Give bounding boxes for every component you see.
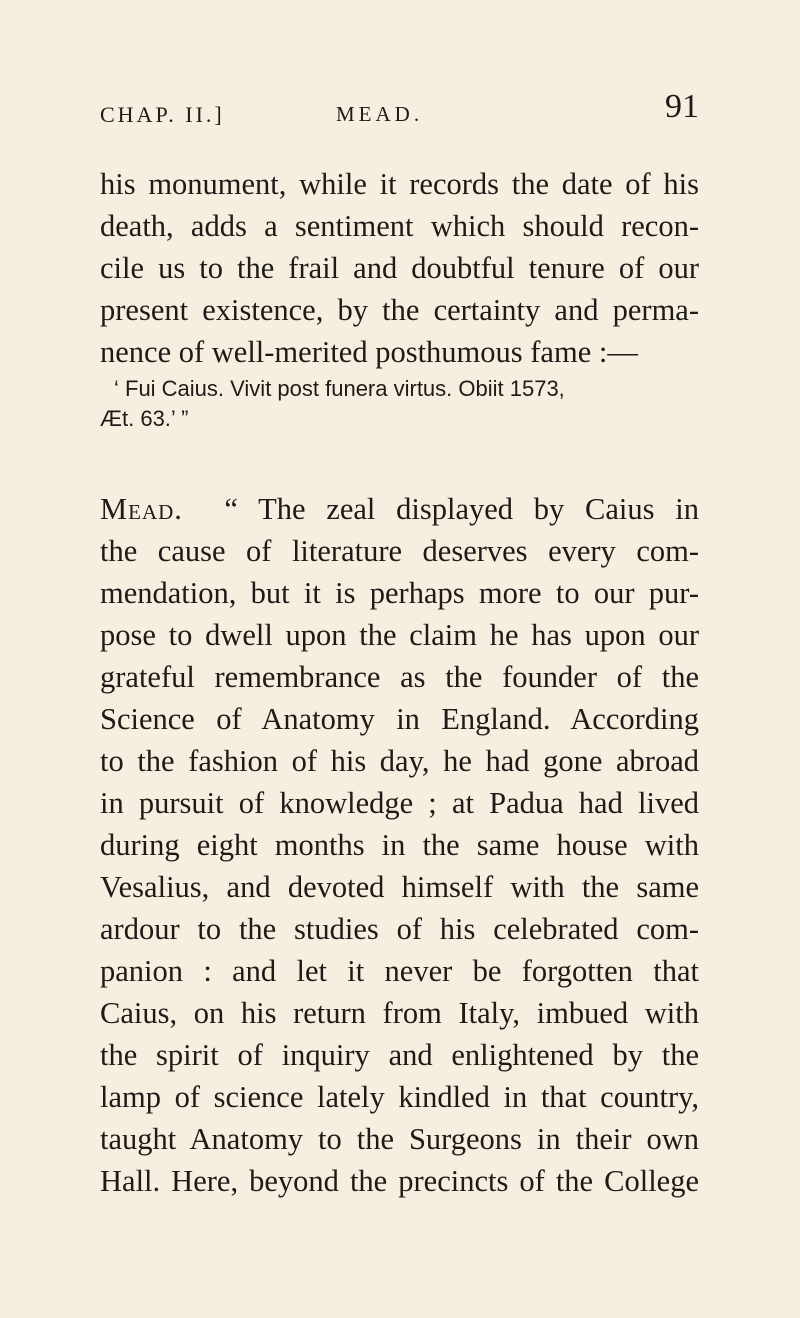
text-line: the spirit of inquiry and enlightened by the xyxy=(100,1038,699,1072)
page-number: 91 xyxy=(665,88,699,125)
inscription-line: Æt. 63.’ ” xyxy=(100,406,189,431)
text-line: pose to dwell upon the claim he has upon our xyxy=(100,618,699,652)
chapter-label: CHAP. II.] xyxy=(100,102,225,127)
text-line: taught Anatomy to the Surgeons in their own xyxy=(100,1122,699,1156)
text-line xyxy=(100,489,699,529)
text-line: grateful remembrance as the founder of the xyxy=(100,660,699,694)
text-line: nence of well-merited posthumous fame :— xyxy=(100,335,638,369)
text-line: his monument, while it records the date of his xyxy=(100,167,699,201)
text-line: during eight months in the same house with xyxy=(100,828,699,862)
inscription-line: ‘ Fui Caius. Vivit post funera virtus. Obiit 1573, xyxy=(114,376,565,401)
text-line: mendation, but it is perhaps more to our pur- xyxy=(100,576,699,610)
text-line: ardour to the studies of his celebrated com- xyxy=(100,912,699,946)
text-line: present existence, by the certainty and perma- xyxy=(100,293,699,327)
text-line: the cause of literature deserves every com- xyxy=(100,534,699,568)
text-line: to the fashion of his day, he had gone abroad xyxy=(100,744,699,778)
text-line: Science of Anatomy in England. According xyxy=(100,702,699,736)
text-line: death, adds a sentiment which should recon- xyxy=(100,209,699,243)
text-line: Caius, on his return from Italy, imbued with xyxy=(100,996,699,1030)
running-title: MEAD. xyxy=(336,102,424,126)
text-line: Hall. Here, beyond the precincts of the College xyxy=(100,1164,699,1198)
text-line: cile us to the frail and doubtful tenure of our xyxy=(100,251,699,285)
text-line: lamp of science lately kindled in that country, xyxy=(100,1080,699,1114)
text-line: Vesalius, and devoted himself with the same xyxy=(100,870,699,904)
running-header xyxy=(100,88,699,132)
speaker-name: Mead. xyxy=(100,492,183,526)
text-line: panion : and let it never be forgotten that xyxy=(100,954,699,988)
speech-opening: “ The zeal displayed by Caius in xyxy=(224,492,699,526)
text-line: in pursuit of knowledge ; at Padua had lived xyxy=(100,786,699,820)
